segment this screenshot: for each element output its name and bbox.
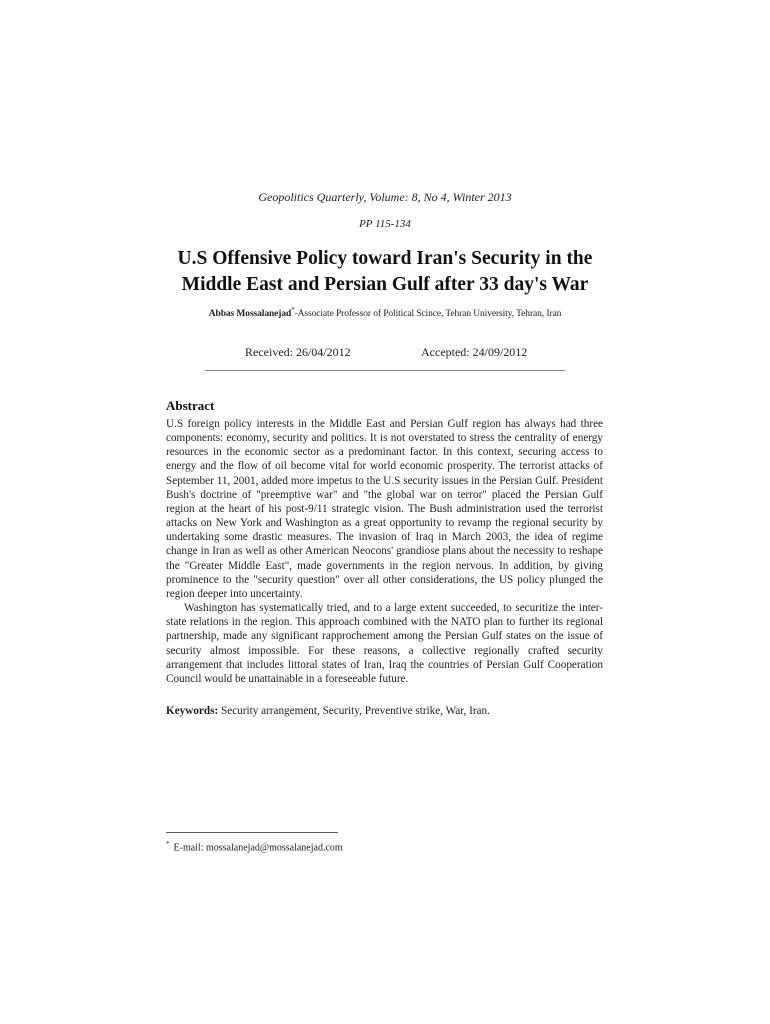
abstract-body <box>166 417 603 686</box>
abstract-paragraph-2: Washington has systematically tried, and to a large extent succeeded, to securitize the inter-state relations in the region. This approach combined with the NATO plan to further its regional partnership, made any significant rapprochement among the Persian Gulf states on the issue of security almost impossible. For these reasons, a collective regionally crafted security arrangement that includes littoral states of Iran, Iraq the countries of Persian Gulf Cooperation Council would be unattainable in a foreseeable future. <box>166 602 603 685</box>
keywords-text: Security arrangement, Security, Preventive strike, War, Iran. <box>218 705 490 717</box>
author-affiliation: -Associate Professor of Political Scince, Tehran University, Tehran, Iran <box>294 309 562 320</box>
title-line-1: U.S Offensive Policy toward Iran's Security in the <box>177 248 593 269</box>
keywords <box>166 705 603 717</box>
abstract-paragraph-1: U.S foreign policy interests in the Middle East and Persian Gulf region has always had three components: economy, security and politics. It is not overstated to stress the centrality of energy resources in the economic sector as a predominant factor. In this context, securing access to energy and the flow of oil become vital for world economic prosperity. The terrorist attacks of September 11, 2001, added more impetus to the U.S security issues in the Persian Gulf. President Bush's doctrine of "preemptive war" and "the global war on terror" placed the Persian Gulf region at the heart of his post-9/11 strategic vision. The Bush administration used the terrorist attacks on New York and Washington as a great opportunity to revamp the regional security by undertaking some drastic measures. The invasion of Iraq in March 2003, the idea of regime change in Iran as well as other American Neocons' grandiose plans about the necessity to reshape the "Greater Middle East", made governments in the region nervous. In addition, by giving prominence to the "security question" over all other considerations, the US policy plunged the region deeper into uncertainty. <box>166 418 603 600</box>
footnote-rule <box>166 832 338 833</box>
journal-citation: Geopolitics Quarterly, Volume: 8, No 4, Winter 2013 <box>258 190 512 204</box>
author-footnote-marker: * <box>291 306 295 314</box>
footnote-marker: * <box>166 840 170 848</box>
footnote <box>166 840 343 853</box>
title-line-2: Middle East and Persian Gulf after 33 day's War <box>181 274 589 295</box>
accepted-date: Accepted: 24/09/2012 <box>421 345 528 359</box>
page-range: PP 115-134 <box>359 218 411 230</box>
header-divider <box>205 370 565 371</box>
author-line <box>0 306 770 319</box>
paper-title <box>120 246 650 298</box>
received-date: Received: 26/04/2012 <box>245 345 351 359</box>
abstract-heading: Abstract <box>166 398 215 413</box>
footnote-email: E-mail: mossalanejad@mossalanejad.com <box>173 842 343 854</box>
author-name: Abbas Mossalanejad <box>208 309 292 320</box>
keywords-label: Keywords: <box>166 705 219 717</box>
